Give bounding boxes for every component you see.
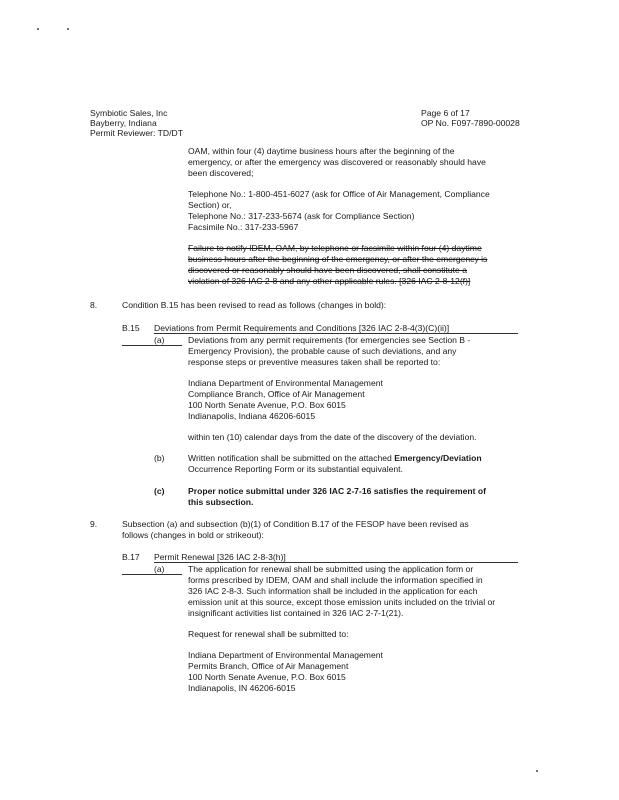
contact-line: Telephone No.: 317-233-5674 (ask for Compliance Section) [188, 211, 415, 221]
address-line: 100 North Senate Avenue, P.O. Box 6015 [188, 672, 346, 682]
title-underline [154, 562, 518, 563]
text-line-bold: Proper notice submittal under 326 IAC 2-7-16 satisfies the requirement of [188, 486, 486, 496]
scan-speck [536, 770, 538, 772]
title-underline [154, 333, 518, 334]
contact-line: Section) or, [188, 200, 232, 210]
item-9-text: Subsection (a) and subsection (b)(1) of Condition B.17 of the FESOP have been revised as [122, 519, 469, 529]
address-line: Permits Branch, Office of Air Management [188, 661, 349, 671]
text-line: OAM, within four (4) daytime business hours after the beginning of the [188, 146, 455, 156]
item-number-9: 9. [90, 519, 98, 529]
text-line: Written notification shall be submitted on the attached Emergency/Deviation [188, 453, 482, 463]
subsection-label-a: (a) [154, 564, 165, 574]
struck-line: violation of 326 IAC 2-8 and any other applicable rules. [326 IAC 2-8-12(f)] [188, 276, 471, 286]
subsection-label-c: (c) [154, 486, 165, 496]
contact-line: Facsimile No.: 317-233-5967 [188, 222, 299, 232]
text-line: The application for renewal shall be submitted using the application form or [188, 564, 474, 574]
text-line: insignificant activities list contained in 326 IAC 2-7-1(21). [188, 608, 404, 618]
scan-speck [37, 28, 39, 30]
text-line: emission unit at this source, except those emission units included on the trivial or [188, 597, 496, 607]
address-line: Indianapolis, Indiana 46206-6015 [188, 411, 316, 421]
text-line: Deviations from any permit requirements (for emergencies see Section B - [188, 335, 471, 345]
subsection-label-a: (a) [154, 335, 165, 345]
text-line: been discovered; [188, 168, 254, 178]
address-line: Compliance Branch, Office of Air Management [188, 389, 365, 399]
text-line: Emergency Provision), the probable cause of such deviations, and any [188, 346, 457, 356]
address-line: Indianapolis, IN 46206-6015 [188, 683, 296, 693]
condition-number-b15: B.15 [122, 323, 140, 333]
request-line: Request for renewal shall be submitted to: [188, 629, 349, 639]
header-company: Symbiotic Sales, Inc [90, 108, 168, 118]
contact-line: Telephone No.: 1-800-451-6027 (ask for Office of Air Management, Compliance [188, 189, 490, 199]
address-line: Indiana Department of Environmental Management [188, 378, 383, 388]
address-line: Indiana Department of Environmental Management [188, 650, 383, 660]
text-line: 326 IAC 2-8-3. Such information shall be included in the application for each [188, 586, 478, 596]
text-line: Occurrence Reporting Form or its substantial equivalent. [188, 464, 403, 474]
text-line: response steps or preventive measures taken shall be reported to: [188, 357, 441, 367]
struck-line: business hours after the beginning of the emergency, or after the emergency is [188, 254, 488, 264]
header-reviewer: Permit Reviewer: TD/DT [90, 128, 183, 138]
header-location: Bayberry, Indiana [90, 118, 157, 128]
within-line: within ten (10) calendar days from the date of the discovery of the deviation. [188, 432, 477, 442]
header-page: Page 6 of 17 [421, 108, 470, 118]
scan-speck [67, 28, 69, 30]
label-underline [122, 574, 182, 575]
item-9-text: follows (changes in bold or strikeout): [122, 530, 264, 540]
header-permit-no: OP No. F097-7890-00028 [421, 118, 520, 128]
condition-number-b17: B.17 [122, 552, 140, 562]
item-8-text: Condition B.15 has been revised to read as follows (changes in bold): [122, 300, 387, 310]
struck-line: Failure to notify IDEM, OAM, by telephone or facsimile within four (4) daytime [188, 243, 482, 253]
struck-line: discovered or reasonably should have been discovered, shall constitute a [188, 265, 467, 275]
text-line-bold: this subsection. [188, 497, 254, 507]
text-line: forms prescribed by IDEM, OAM and shall include the information specified in [188, 575, 483, 585]
condition-title-b15: Deviations from Permit Requirements and Conditions [326 IAC 2-8-4(3)(C)(ii)] [154, 323, 450, 333]
address-line: 100 North Senate Avenue, P.O. Box 6015 [188, 400, 346, 410]
text-line: emergency, or after the emergency was discovered or reasonably should have [188, 157, 486, 167]
condition-title-b17: Permit Renewal [326 IAC 2-8-3(h)] [154, 552, 286, 562]
label-underline [122, 345, 182, 346]
item-number-8: 8. [90, 300, 98, 310]
subsection-label-b: (b) [154, 453, 165, 463]
